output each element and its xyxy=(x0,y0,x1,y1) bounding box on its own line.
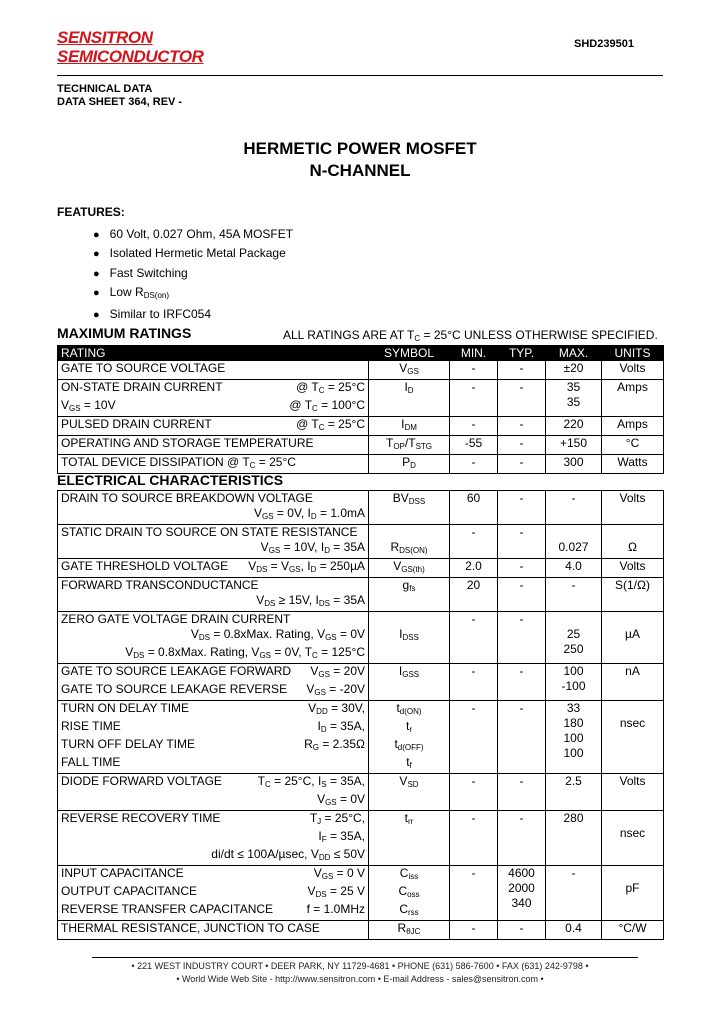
col-header: MAX. xyxy=(546,346,602,361)
company-logo xyxy=(57,28,204,66)
company-name-line2: SEMICONDUCTOR xyxy=(57,47,204,66)
bullet-icon: ● xyxy=(93,267,100,280)
table-row: PULSED DRAIN CURRENT @ $T_C = 25^\circ C$ $I_{DM}$ - - 220 Amps xyxy=(58,417,664,436)
doc-line1: TECHNICAL DATA xyxy=(57,83,153,95)
footer-address: • 221 WEST INDUSTRY COURT • DEER PARK, NY 11729-4681 • PHONE (631) 586-7600 • FAX (631) 242-9798 • xyxy=(131,961,589,971)
elec-heading: ELECTRICAL CHARACTERISTICS xyxy=(57,472,284,488)
company-name-line1: SENSITRON xyxy=(57,28,153,47)
feature-item: ● Low $R_{DS(on)}$ xyxy=(93,284,170,300)
table-row: ZERO GATE VOLTAGE DRAIN CURRENT $V_{DS}$ = 0.8xMax. Rating, $V_{GS} = 0V$ $V_{DS}$ = 0.8xMax. Rating, $V_{GS} = 0V$, $T_C = 125^\circ C$ $I_{DSS}$ - - 25 250 µA xyxy=(58,612,664,664)
elec-table xyxy=(57,490,664,940)
doc-info xyxy=(57,83,182,109)
table-row: FORWARD TRANSCONDUCTANCE $V_{DS} \ge 15V$, $I_{DS} = 35A$ $g_{fs}$ 20 - - S(1/Ω) xyxy=(58,578,664,612)
feature-item: ● 60 Volt, 0.027 Ohm, 45A MOSFET xyxy=(93,227,294,241)
col-header: UNITS xyxy=(602,346,664,361)
table-header-row xyxy=(58,346,664,361)
doc-line2: DATA SHEET 364, REV - xyxy=(57,96,183,108)
col-header: SYMBOL xyxy=(369,346,450,361)
col-header: MIN. xyxy=(450,346,498,361)
bullet-icon: ● xyxy=(93,248,100,261)
features-list xyxy=(93,225,293,324)
doc-title-line1: HERMETIC POWER MOSFET xyxy=(243,139,477,158)
table-row: THERMAL RESISTANCE, JUNCTION TO CASE $R_{\theta JC}$ - - 0.4 °C/W xyxy=(58,921,664,940)
bullet-icon: ● xyxy=(93,309,100,322)
features-heading: FEATURES: xyxy=(57,205,125,219)
max-ratings-heading: MAXIMUM RATINGS xyxy=(57,325,192,341)
footer-rule xyxy=(92,957,638,958)
table-row: GATE THRESHOLD VOLTAGE $V_{DS} = V_{GS}$, $I_D = 250\mu A$ $V_{GS(th)}$ 2.0 - 4.0 Volts xyxy=(58,559,664,578)
table-row: GATE TO SOURCE LEAKAGE FORWARD $V_{GS} = 20V$ GATE TO SOURCE LEAKAGE REVERSE $V_{GS} = -20V$ $I_{GSS}$ - - 100 -100 nA xyxy=(58,664,664,701)
footer-web: • World Wide Web Site - http://www.sensitron.com • E-mail Address - sales@sensitron.com • xyxy=(176,974,544,984)
bullet-icon: ● xyxy=(93,229,100,241)
table-row: GATE TO SOURCE VOLTAGE $V_{GS}$ - - ±20 Volts xyxy=(58,361,664,380)
table-row: TURN ON DELAY TIME $V_{DD} = 30V$, RISE TIME $I_D = 35A$, TURN OFF DELAY TIME $R_G = 2.35\Omega$ FALL TIME $t_{d(ON)}$ $t_r$ $t_{d(OFF)}$ $t_f$ - - 33 180 100 100 nsec xyxy=(58,701,664,774)
table-row: INPUT CAPACITANCE $V_{GS} = 0$ V OUTPUT CAPACITANCE $V_{DS} = 25$ V REVERSE TRANSFER CAPACITANCE f = 1.0MHz $C_{iss}$ $C_{oss}$ $C_{rss}$ - 4600 2000 340 - pF xyxy=(58,866,664,921)
col-header: RATING xyxy=(58,346,369,361)
feature-item: ● Isolated Hermetic Metal Package xyxy=(93,246,286,261)
max-ratings-note: ALL RATINGS ARE AT $T_C = 25^\circ C$ UNLESS OTHERWISE SPECIFIED. xyxy=(283,328,658,343)
bullet-icon: ● xyxy=(93,286,100,299)
table-row: DRAIN TO SOURCE BREAKDOWN VOLTAGE $V_{GS} = 0V$, $I_D = 1.0mA$ $BV_{DSS}$ 60 - - Volts xyxy=(58,491,664,525)
feature-item: ● Similar to IRFC054 xyxy=(93,307,212,322)
header-rule xyxy=(57,75,663,76)
feature-item: ● Fast Switching xyxy=(93,265,188,280)
table-row: OPERATING AND STORAGE TEMPERATURE $T_{OP}/T_{STG}$ -55 - +150 °C xyxy=(58,436,664,455)
table-row: STATIC DRAIN TO SOURCE ON STATE RESISTANCE $V_{GS} = 10V$, $I_D = 35A$ $R_{DS(ON)}$ - - 0.027 Ω xyxy=(58,525,664,559)
max-ratings-table xyxy=(57,345,664,474)
col-header: TYP. xyxy=(498,346,546,361)
table-row: ON-STATE DRAIN CURRENT @ $T_C = 25^\circ C$ $V_{GS} = 10V$ @ $T_C = 100^\circ C$ $I_D$ - - 35 35 Amps xyxy=(58,380,664,417)
part-number: SHD239501 xyxy=(574,38,634,50)
table-row: TOTAL DEVICE DISSIPATION @ $T_C = 25^\circ C$ $P_D$ - - 300 Watts xyxy=(58,455,664,474)
table-row: DIODE FORWARD VOLTAGE $T_C = 25^\circ C$, $I_S = 35A$, $V_{GS} = 0V$ $V_{SD}$ - - 2.5 Volts xyxy=(58,774,664,811)
doc-title-line2: N-CHANNEL xyxy=(309,161,411,180)
table-row: REVERSE RECOVERY TIME $T_J = 25^\circ C$, $I_F = 35A$, di/dt ≤ 100A/µsec, $V_{DD} \le 50V$ $t_{rr}$ - - 280 nsec xyxy=(58,811,664,866)
